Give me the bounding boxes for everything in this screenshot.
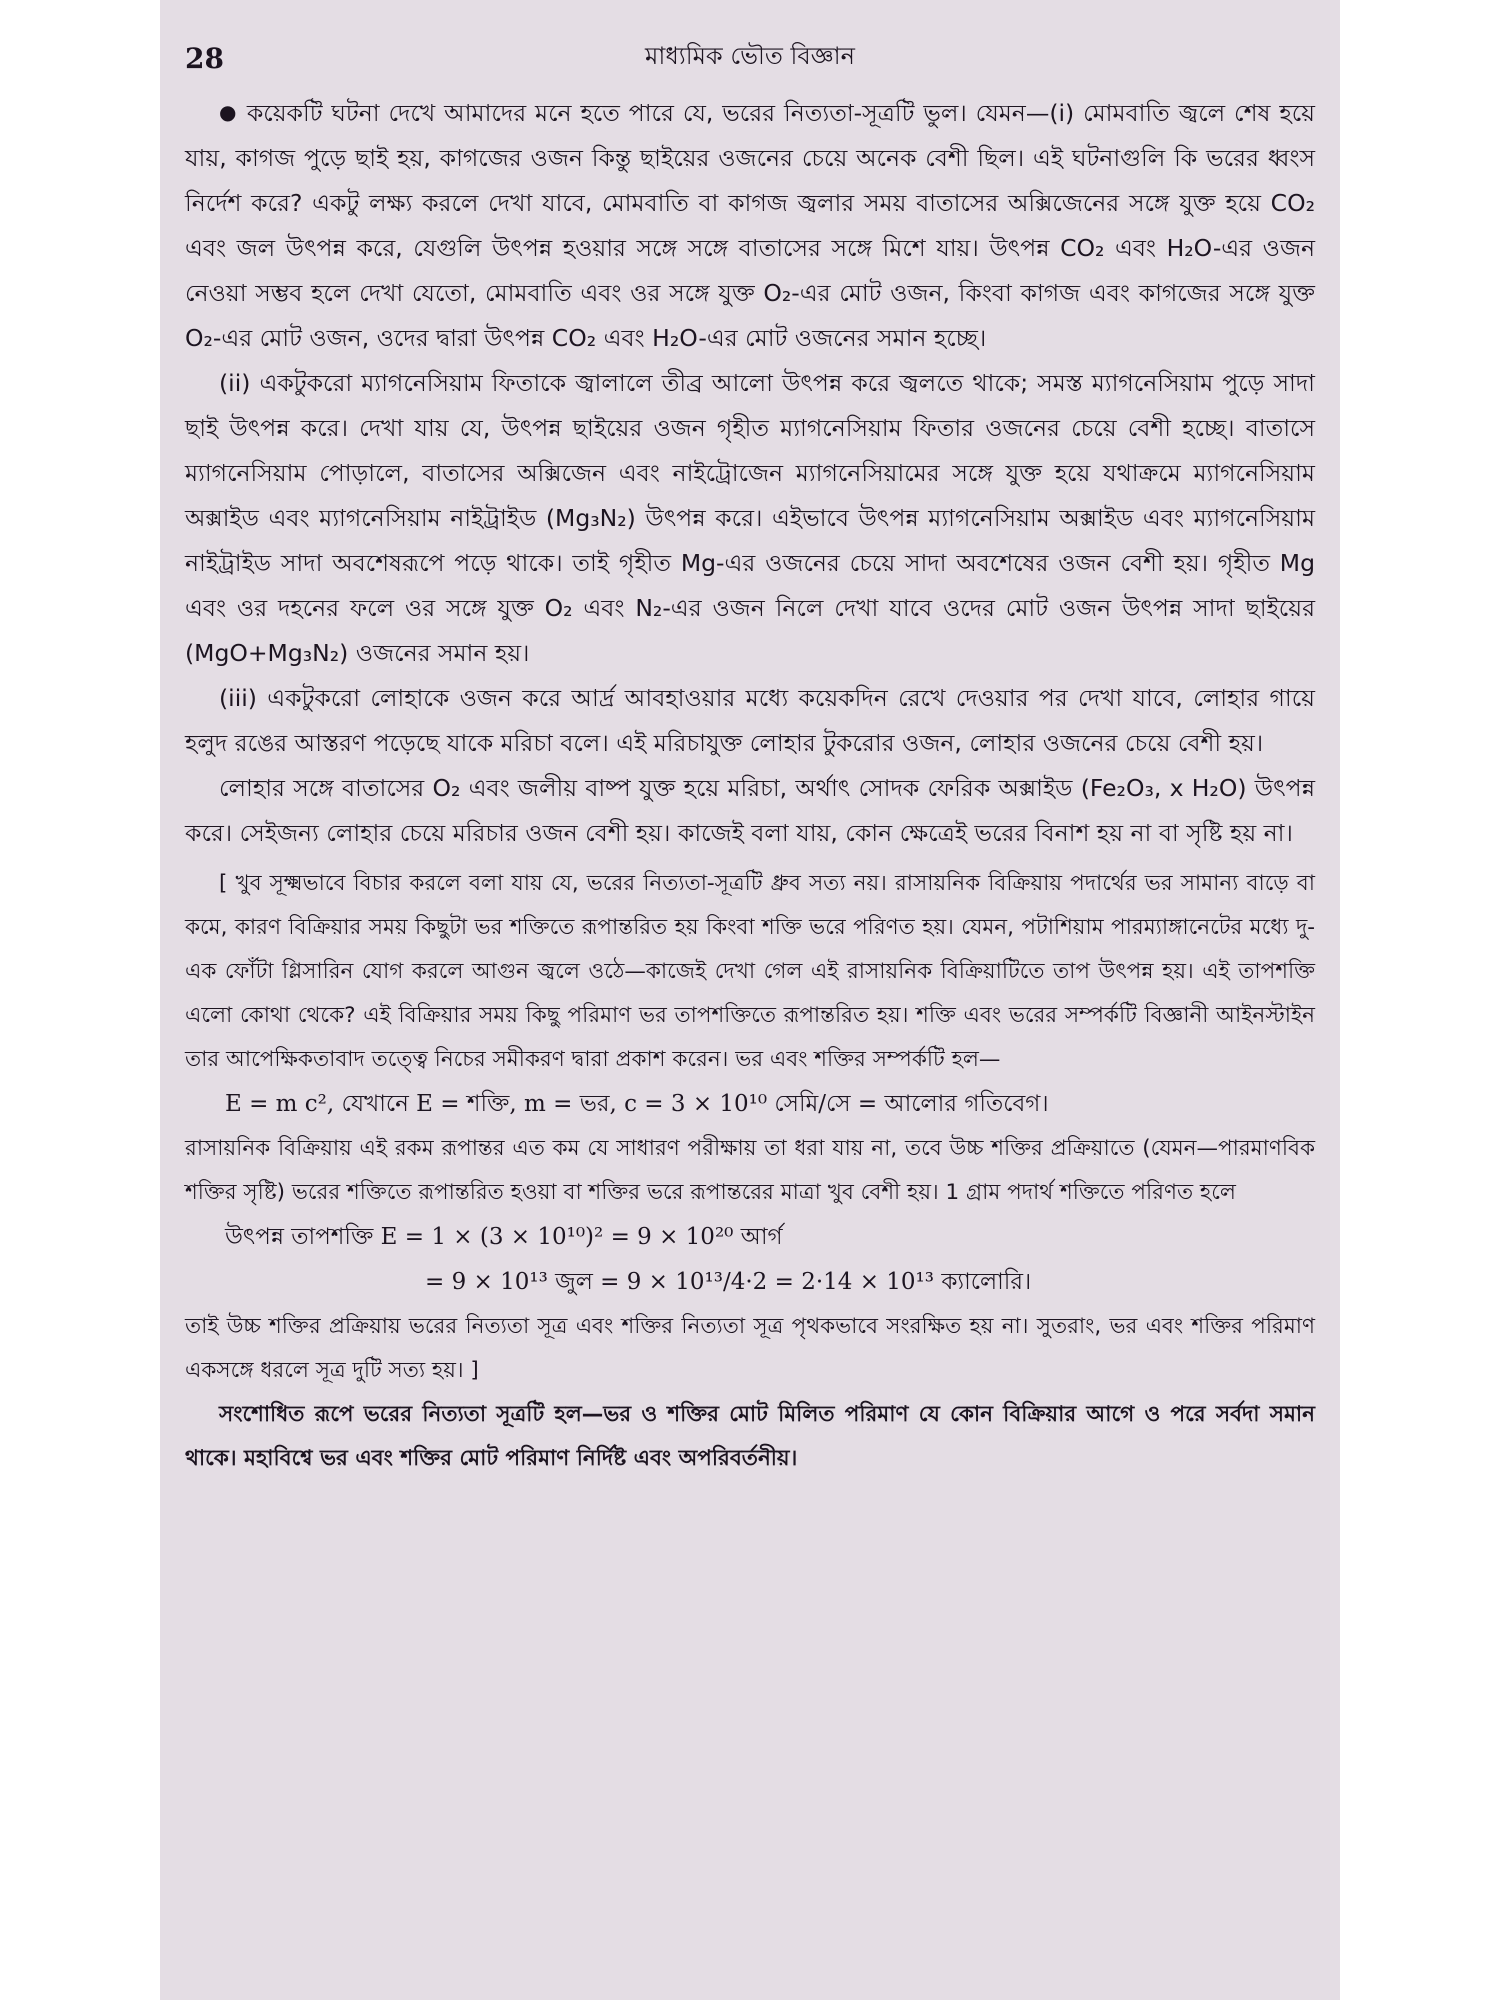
paragraph-iron-rust: (iii) একটুকরো লোহাকে ওজন করে আর্দ্র আবহাওয়ার মধ্যে কয়েকদিন রেখে দেওয়ার পর দেখা যাবে, লোহার গায়ে হলুদ রঙের আস্তরণ পড়েছে যাকে মরিচা বলে। এই মরিচাযুক্ত লোহার টুকরোর ওজন, লোহার ওজনের চেয়ে বেশী হয়। [185, 684, 1315, 757]
paragraph-conclusion-bracket: তাই উচ্চ শক্তির প্রক্রিয়ায় ভরের নিত্যতা সূত্র এবং শক্তির নিত্যতা সূত্র পৃথকভাবে সংরক্ষিত হয় না। সুতরাং, ভর এবং শক্তির পরিমাণ একসঙ্গে ধরলে সূত্র দুটি সত্য হয়। ] [185, 1314, 1315, 1383]
equation-einstein: E = m c², যেখানে E = শক্তি, m = ভর, c = 3 × 10¹⁰ সেমি/সে = আলোর গতিবেগ। [225, 1091, 1049, 1117]
page-header [185, 30, 1315, 90]
paragraph-mass-conservation-doubt [185, 90, 1315, 361]
bullet-icon: ● [219, 100, 238, 124]
paragraph-revised-law: সংশোধিত রূপে ভরের নিত্যতা সূত্রটি হল—ভর ও শক্তির মোট মিলিত পরিমাণ যে কোন বিক্রিয়ার আগে ও পরে সর্বদা সমান থাকে। মহাবিশ্বে ভর এবং শক্তির মোট পরিমাণ নির্দিষ্ট এবং অপরিবর্তনীয়। [185, 1402, 1315, 1471]
book-page [160, 0, 1340, 2000]
paragraph-rust-explanation: লোহার সঙ্গে বাতাসের O₂ এবং জলীয় বাষ্প যুক্ত হয়ে মরিচা, অর্থাৎ সোদক ফেরিক অক্সাইড (Fe₂O₃, x H₂O) উৎপন্ন করে। সেইজন্য লোহার চেয়ে মরিচার ওজন বেশী হয়। কাজেই বলা যায়, কোন ক্ষেত্রেই ভরের বিনাশ হয় না বা সৃষ্টি হয় না। [185, 774, 1315, 847]
equation-heat-energy-continued: = 9 × 10¹³ জুল = 9 × 10¹³/4·2 = 2·14 × 10¹³ ক্যালোরি। [425, 1269, 1032, 1295]
paragraph-mass-energy: [ খুব সূক্ষ্মভাবে বিচার করলে বলা যায় যে, ভরের নিত্যতা-সূত্রটি ধ্রুব সত্য নয়। রাসায়নিক বিক্রিয়ায় পদার্থের ভর সামান্য বাড়ে বা কমে, কারণ বিক্রিয়ার সময় কিছুটা ভর শক্তিতে রূপান্তরিত হয় কিংবা শক্তি ভরে পরিণত হয়। যেমন, পটাশিয়াম পারম্যাঙ্গানেটের মধ্যে দু-এক ফোঁটা গ্লিসারিন যোগ করলে আগুন জ্বলে ওঠে—কাজেই দেখা গেল এই রাসায়নিক বিক্রিয়াটিতে তাপ উৎপন্ন হয়। এই তাপশক্তি এলো কোথা থেকে? এই বিক্রিয়ার সময় কিছু পরিমাণ ভর তাপশক্তিতে রূপান্তরিত হয়। শক্তি এবং ভরের সম্পর্কটি বিজ্ঞানী আইনস্টাইন তার আপেক্ষিকতাবাদ তত্ত্বে নিচের সমীকরণ দ্বারা প্রকাশ করেন। ভর এবং শক্তির সম্পর্কটি হল— [185, 871, 1315, 1072]
paragraph-magnesium: (ii) একটুকরো ম্যাগনেসিয়াম ফিতাকে জ্বালালে তীব্র আলো উৎপন্ন করে জ্বলতে থাকে; সমস্ত ম্যাগনেসিয়াম পুড়ে সাদা ছাই উৎপন্ন করে। দেখা যায় যে, উৎপন্ন ছাইয়ের ওজন গৃহীত ম্যাগনেসিয়াম ফিতার ওজনের চেয়ে বেশী হচ্ছে। বাতাসে ম্যাগনেসিয়াম পোড়ালে, বাতাসের অক্সিজেন এবং নাইট্রোজেন ম্যাগনেসিয়ামের সঙ্গে যুক্ত হয়ে যথাক্রমে ম্যাগনেসিয়াম অক্সাইড এবং ম্যাগনেসিয়াম নাইট্রাইড (Mg₃N₂) উৎপন্ন করে। এইভাবে উৎপন্ন ম্যাগনেসিয়াম অক্সাইড এবং ম্যাগনেসিয়াম নাইট্রাইড সাদা অবশেষরূপে পড়ে থাকে। তাই গৃহীত Mg-এর ওজনের চেয়ে সাদা অবশেষের ওজন বেশী হয়। গৃহীত Mg এবং ওর দহনের ফলে ওর সঙ্গে যুক্ত O₂ এবং N₂-এর ওজন নিলে দেখা যাবে ওদের মোট ওজন উৎপন্ন সাদা ছাইয়ের (MgO+Mg₃N₂) ওজনের সমান হয়। [185, 369, 1315, 667]
paragraph-high-energy: রাসায়নিক বিক্রিয়ায় এই রকম রূপান্তর এত কম যে সাধারণ পরীক্ষায় তা ধরা যায় না, তবে উচ্চ শক্তির প্রক্রিয়াতে (যেমন—পারমাণবিক শক্তির সৃষ্টি) ভরের শক্তিতে রূপান্তরিত হওয়া বা শক্তির ভরে রূপান্তরের মাত্রা খুব বেশী হয়। 1 গ্রাম পদার্থ শক্তিতে পরিণত হলে [185, 1136, 1315, 1205]
page-number: 28 [185, 42, 224, 75]
running-title: মাধ্যমিক ভৌত বিজ্ঞান [645, 42, 855, 70]
paragraph-1-text: কয়েকটি ঘটনা দেখে আমাদের মনে হতে পারে যে, ভরের নিত্যতা-সূত্রটি ভুল। যেমন—(i) মোমবাতি জ্বলে শেষ হয়ে যায়, কাগজ পুড়ে ছাই হয়, কাগজের ওজন কিন্তু ছাইয়ের ওজনের চেয়ে অনেক বেশী ছিল। এই ঘটনাগুলি কি ভরের ধ্বংস নির্দেশ করে? একটু লক্ষ্য করলে দেখা যাবে, মোমবাতি বা কাগজ জ্বলার সময় বাতাসের অক্সিজেনের সঙ্গে যুক্ত হয়ে CO₂ এবং জল উৎপন্ন করে, যেগুলি উৎপন্ন হওয়ার সঙ্গে সঙ্গে বাতাসের সঙ্গে মিশে যায়। উৎপন্ন CO₂ এবং H₂O-এর ওজন নেওয়া সম্ভব হলে দেখা যেতো, মোমবাতি এবং ওর সঙ্গে যুক্ত O₂-এর মোট ওজন, কিংবা কাগজ এবং কাগজের সঙ্গে যুক্ত O₂-এর মোট ওজন, ওদের দ্বারা উৎপন্ন CO₂ এবং H₂O-এর মোট ওজনের সমান হচ্ছে। [185, 99, 1315, 352]
equation-heat-energy: উৎপন্ন তাপশক্তি E = 1 × (3 × 10¹⁰)² = 9 × 10²⁰ আর্গ [225, 1224, 783, 1250]
